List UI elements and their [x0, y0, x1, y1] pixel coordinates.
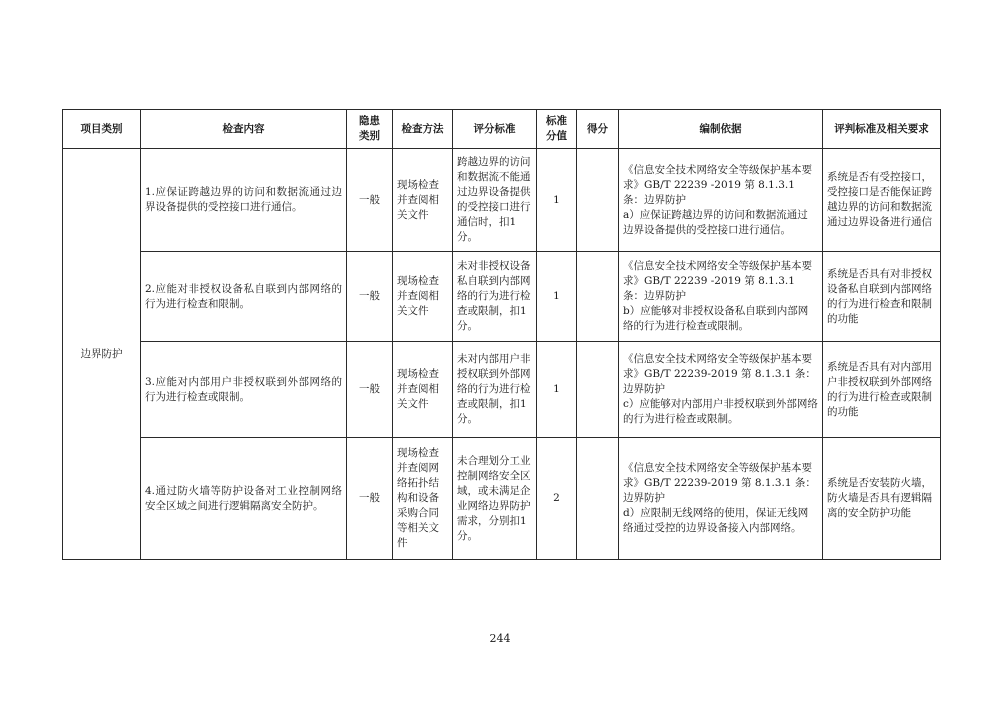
content-cell: 1.应保证跨越边界的访问和数据流通过边界设备提供的受控接口进行通信。	[141, 149, 347, 252]
header-row	[63, 110, 941, 149]
content-cell: 3.应能对内部用户非授权联到外部网络的行为进行检查或限制。	[141, 342, 347, 438]
hazard-cell: 一般	[347, 438, 393, 560]
header-scoring: 评分标准	[453, 110, 537, 149]
scoring-cell: 未合理划分工业控制网络安全区域，或未满足企业网络边界防护需求，分别扣1分。	[453, 438, 537, 560]
header-category: 项目类别	[63, 110, 141, 149]
scoring-cell: 未对内部用户非授权联到外部网络的行为进行检查或限制，扣1分。	[453, 342, 537, 438]
header-basis: 编制依据	[619, 110, 823, 149]
method-cell: 现场检查并查阅相关文件	[393, 252, 453, 342]
header-content: 检查内容	[141, 110, 347, 149]
content-cell: 2.应能对非授权设备私自联到内部网络的行为进行检查和限制。	[141, 252, 347, 342]
basis-cell: 《信息安全技术网络安全等级保护基本要求》GB/T 22239-2019 第 8.1.3.1 条：边界防护 c）应能够对内部用户非授权联到外部网络的行为进行检查或限制。	[619, 342, 823, 438]
header-hazard: 隐患 类别	[347, 110, 393, 149]
requirements-cell: 系统是否安装防火墙，防火墙是否具有逻辑隔离的安全防护功能	[823, 438, 941, 560]
method-cell: 现场检查并查阅相关文件	[393, 342, 453, 438]
method-cell: 现场检查并查阅网络拓扑结构和设备采购合同等相关文件	[393, 438, 453, 560]
hazard-cell: 一般	[347, 149, 393, 252]
basis-cell: 《信息安全技术网络安全等级保护基本要求》GB/T 22239 -2019 第 8.1.3.1 条：边界防护 b）应能够对非授权设备私自联到内部网络的行为进行检查或限制。	[619, 252, 823, 342]
header-score: 得分	[577, 110, 619, 149]
table-row	[63, 252, 941, 342]
score-cell[interactable]	[577, 438, 619, 560]
standard-score-cell: 1	[537, 342, 577, 438]
hazard-cell: 一般	[347, 252, 393, 342]
standard-score-cell: 1	[537, 149, 577, 252]
basis-cell: 《信息安全技术网络安全等级保护基本要求》GB/T 22239 -2019 第 8.1.3.1 条：边界防护 a）应保证跨越边界的访问和数据流通过边界设备提供的受控接口进行通信。	[619, 149, 823, 252]
table-row	[63, 342, 941, 438]
inspection-table	[62, 109, 941, 560]
score-cell[interactable]	[577, 342, 619, 438]
hazard-cell: 一般	[347, 342, 393, 438]
page-number: 244	[489, 632, 511, 645]
content-cell: 4.通过防火墙等防护设备对工业控制网络安全区域之间进行逻辑隔离安全防护。	[141, 438, 347, 560]
requirements-cell: 系统是否有受控接口，受控接口是否能保证跨越边界的访问和数据流通过边界设备进行通信	[823, 149, 941, 252]
score-cell[interactable]	[577, 149, 619, 252]
category-cell: 边界防护	[63, 149, 141, 560]
header-requirements: 评判标准及相关要求	[823, 110, 941, 149]
requirements-cell: 系统是否具有对内部用户非授权联到外部网络的行为进行检查或限制的功能	[823, 342, 941, 438]
header-method: 检查方法	[393, 110, 453, 149]
scoring-cell: 未对非授权设备私自联到内部网络的行为进行检查或限制，扣1分。	[453, 252, 537, 342]
table-row	[63, 438, 941, 560]
method-cell: 现场检查并查阅相关文件	[393, 149, 453, 252]
basis-cell: 《信息安全技术网络安全等级保护基本要求》GB/T 22239-2019 第 8.1.3.1 条：边界防护 d）应限制无线网络的使用，保证无线网络通过受控的边界设备接入内部网络。	[619, 438, 823, 560]
standard-score-cell: 1	[537, 252, 577, 342]
table-row	[63, 149, 941, 252]
header-standard-score: 标准 分值	[537, 110, 577, 149]
scoring-cell: 跨越边界的访问和数据流不能通过边界设备提供的受控接口进行通信时，扣1分。	[453, 149, 537, 252]
requirements-cell: 系统是否具有对非授权设备私自联到内部网络的行为进行检查和限制的功能	[823, 252, 941, 342]
standard-score-cell: 2	[537, 438, 577, 560]
score-cell[interactable]	[577, 252, 619, 342]
